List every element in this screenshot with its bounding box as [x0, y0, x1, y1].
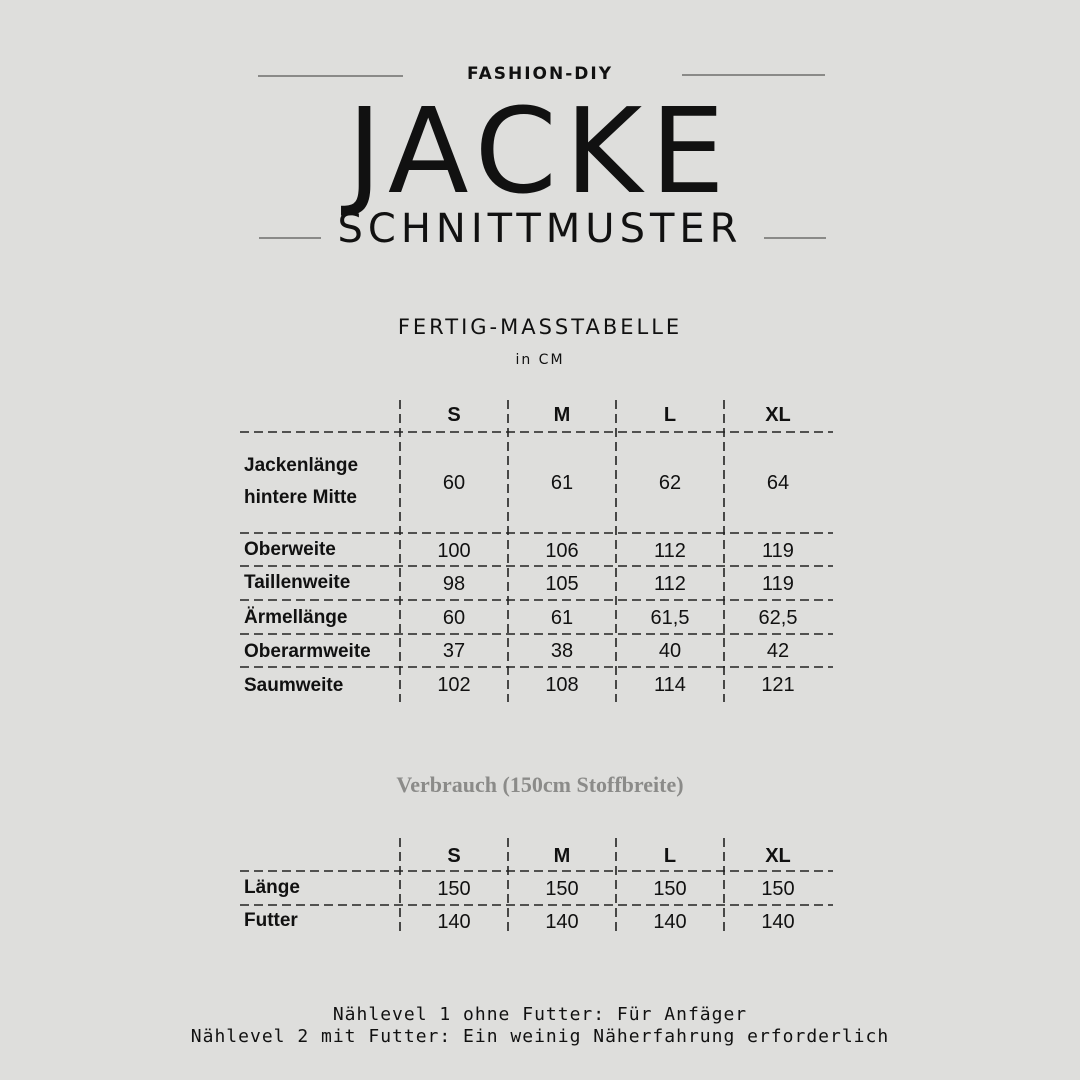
- cell-oberarmweite-s: 37: [442, 640, 466, 662]
- measure-table-title: FERTIG-MASSTABELLE: [397, 315, 683, 339]
- fabric-size-l: L: [663, 845, 677, 867]
- cell-oberarmweite-l: 40: [658, 640, 682, 662]
- fabric-laenge-xl: 150: [761, 878, 795, 900]
- cell-oberarmweite-xl: 42: [766, 640, 790, 662]
- fabric-laenge-l: 150: [653, 878, 687, 900]
- cell-taillenweite-m: 105: [545, 573, 579, 595]
- fabric-laenge-m: 150: [545, 878, 579, 900]
- row-label-taillenweite: Taillenweite: [244, 572, 351, 593]
- fabric-size-m: M: [553, 845, 571, 867]
- fabric-size-xl: XL: [765, 845, 791, 867]
- cell-oberweite-l: 112: [654, 540, 686, 562]
- page-subtitle: SCHNITTMUSTER: [337, 206, 743, 252]
- row-label-jackenlaenge-1: Jackenlänge: [244, 455, 359, 476]
- cell-oberweite-xl: 119: [762, 540, 794, 562]
- cell-saumweite-xl: 121: [761, 674, 795, 696]
- cell-aermellaenge-xl: 62,5: [758, 607, 798, 629]
- cell-jackenlaenge-m: 61: [550, 472, 574, 494]
- cell-aermellaenge-l: 61,5: [650, 607, 690, 629]
- cell-saumweite-m: 108: [545, 674, 579, 696]
- page-title: JACKE: [347, 82, 733, 220]
- fabric-laenge-s: 150: [437, 878, 471, 900]
- cell-jackenlaenge-l: 62: [658, 472, 682, 494]
- fabric-label-laenge: Länge: [244, 877, 300, 898]
- cell-saumweite-s: 102: [437, 674, 471, 696]
- row-label-saumweite: Saumweite: [244, 675, 344, 696]
- measure-size-s: S: [447, 404, 461, 426]
- sewing-level-notes: [0, 1004, 1080, 1048]
- fabric-futter-m: 140: [545, 911, 579, 933]
- measure-size-m: M: [553, 404, 571, 426]
- row-label-oberarmweite: Oberarmweite: [244, 641, 371, 662]
- cell-oberweite-m: 106: [545, 540, 579, 562]
- sewing-level-note-1: Nählevel 1 ohne Futter: Für Anfäger: [332, 1004, 748, 1025]
- cell-oberarmweite-m: 38: [550, 640, 574, 662]
- measure-table-unit: in CM: [515, 352, 565, 368]
- fabric-futter-l: 140: [653, 911, 687, 933]
- cell-aermellaenge-m: 61: [550, 607, 574, 629]
- cell-taillenweite-s: 98: [442, 573, 466, 595]
- measure-size-xl: XL: [765, 404, 791, 426]
- cell-taillenweite-xl: 119: [762, 573, 794, 595]
- row-label-oberweite: Oberweite: [244, 539, 336, 560]
- fabric-futter-s: 140: [437, 911, 471, 933]
- cell-jackenlaenge-xl: 64: [766, 472, 790, 494]
- cell-aermellaenge-s: 60: [442, 607, 466, 629]
- measure-size-l: L: [663, 404, 677, 426]
- sewing-level-note-2: Nählevel 2 mit Futter: Ein weinig Näherfahrung erforderlich: [190, 1026, 890, 1047]
- fabric-futter-xl: 140: [761, 911, 795, 933]
- cell-saumweite-l: 114: [654, 674, 686, 696]
- cell-taillenweite-l: 112: [654, 573, 686, 595]
- cell-oberweite-s: 100: [437, 540, 471, 562]
- fabric-label-futter: Futter: [244, 910, 298, 931]
- fabric-table-title: Verbrauch (150cm Stoffbreite): [396, 772, 684, 797]
- row-label-jackenlaenge-2: hintere Mitte: [244, 487, 357, 508]
- cell-jackenlaenge-s: 60: [442, 472, 466, 494]
- row-label-aermellaenge: Ärmellänge: [244, 607, 348, 628]
- kicker-text: FASHION-DIY: [466, 64, 614, 84]
- fabric-size-s: S: [447, 845, 461, 867]
